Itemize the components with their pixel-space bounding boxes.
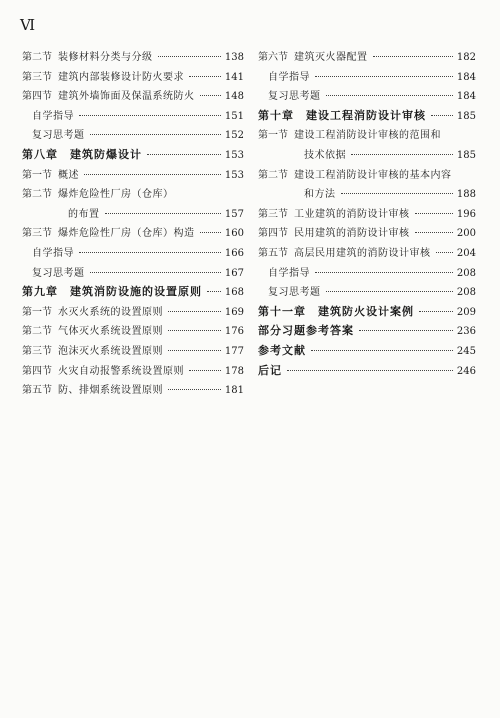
- entry-title: 概述: [58, 169, 79, 181]
- page-ref: 208: [456, 267, 476, 279]
- dot-leader: [315, 272, 453, 273]
- entry-title: 自学指导: [268, 71, 310, 83]
- toc-misc-entry[interactable]: [258, 283, 476, 303]
- dot-leader: [79, 115, 221, 116]
- dot-leader: [326, 291, 454, 292]
- section-number: 第二节: [22, 189, 52, 201]
- toc-section-entry[interactable]: [22, 362, 244, 382]
- toc-misc-entry[interactable]: [22, 107, 244, 127]
- section-number: 第二节: [22, 326, 52, 338]
- dot-leader: [189, 76, 221, 77]
- toc-chapter-entry[interactable]: [22, 283, 244, 303]
- dot-leader: [168, 389, 221, 390]
- page-ref: 188: [456, 189, 476, 201]
- page-ref: 246: [456, 365, 476, 377]
- toc-chapter-entry[interactable]: [258, 342, 476, 362]
- dot-leader: [415, 232, 454, 233]
- page-ref: 184: [456, 91, 476, 103]
- dot-leader: [431, 115, 453, 116]
- page-ref: 169: [224, 306, 244, 318]
- dot-leader: [326, 95, 454, 96]
- toc-left-column: [22, 48, 244, 401]
- toc-misc-entry[interactable]: [258, 87, 476, 107]
- entry-title: 水灭火系统的设置原则: [58, 306, 163, 318]
- page-number: Ⅵ: [20, 16, 37, 34]
- page-ref: 157: [224, 208, 244, 220]
- page-ref: 176: [224, 326, 244, 338]
- toc-section-entry[interactable]: [22, 224, 244, 244]
- toc-section-entry[interactable]: [22, 87, 244, 107]
- page-ref: 196: [456, 208, 476, 220]
- dot-leader: [158, 56, 222, 57]
- section-number: 第一节: [22, 169, 52, 181]
- entry-title: 第十一章 建筑防火设计案例: [258, 304, 414, 318]
- dot-leader: [415, 213, 454, 214]
- entry-title: 复习思考题: [32, 267, 85, 279]
- page-ref: 178: [224, 365, 244, 377]
- entry-title: 后记: [258, 363, 282, 377]
- toc-entry-continuation[interactable]: [258, 146, 476, 166]
- dot-leader: [90, 272, 222, 273]
- page-ref: 185: [456, 149, 476, 161]
- entry-title: 自学指导: [32, 110, 74, 122]
- toc-section-entry[interactable]: [258, 244, 476, 264]
- page-ref: 151: [224, 110, 244, 122]
- entry-title: 自学指导: [268, 267, 310, 279]
- page-ref: 209: [456, 306, 476, 318]
- page-ref: 153: [224, 149, 244, 161]
- entry-title: 部分习题参考答案: [258, 324, 354, 338]
- toc-section-entry[interactable]: [22, 381, 244, 401]
- entry-title: 高层民用建筑的消防设计审核: [294, 247, 431, 259]
- entry-title: 爆炸危险性厂房（仓库）构造: [58, 228, 195, 240]
- entry-title: 技术依据: [304, 149, 346, 161]
- entry-title: 第九章 建筑消防设施的设置原则: [22, 285, 202, 299]
- entry-title: 工业建筑的消防设计审核: [294, 208, 410, 220]
- page-ref: 208: [456, 287, 476, 299]
- page-ref: 185: [456, 110, 476, 122]
- entry-title: 火灾自动报警系统设置原则: [58, 365, 184, 377]
- section-number: 第三节: [258, 208, 288, 220]
- toc-section-entry[interactable]: [22, 166, 244, 186]
- dot-leader: [200, 232, 222, 233]
- dot-leader: [207, 291, 221, 292]
- toc-chapter-entry[interactable]: [258, 303, 476, 323]
- entry-title: 复习思考题: [32, 130, 85, 142]
- page-ref: 168: [224, 287, 244, 299]
- section-number: 第二节: [258, 169, 288, 181]
- toc-misc-entry[interactable]: [22, 244, 244, 264]
- page-ref: 184: [456, 71, 476, 83]
- entry-title: 民用建筑的消防设计审核: [294, 228, 410, 240]
- section-number: 第二节: [22, 52, 52, 63]
- dot-leader: [105, 213, 222, 214]
- dot-leader: [200, 95, 222, 96]
- section-number: 第一节: [22, 306, 52, 318]
- toc-section-entry[interactable]: [22, 303, 244, 323]
- toc-section-entry[interactable]: [258, 48, 476, 68]
- dot-leader: [168, 330, 221, 331]
- entry-title: 建设工程消防设计审核的范围和: [294, 130, 441, 142]
- toc-section-entry[interactable]: [258, 224, 476, 244]
- entry-title: 第十章 建设工程消防设计审核: [258, 108, 426, 122]
- dot-leader: [315, 76, 453, 77]
- dot-leader: [147, 154, 221, 155]
- toc-chapter-entry[interactable]: [258, 322, 476, 342]
- entry-title: 建筑外墙饰面及保温系统防火: [58, 91, 195, 103]
- toc-chapter-entry[interactable]: [258, 362, 476, 382]
- page-ref: 160: [224, 228, 244, 240]
- section-number: 第三节: [22, 71, 52, 83]
- toc-right-column: [258, 48, 476, 381]
- toc-entry-continuation[interactable]: [258, 185, 476, 205]
- entry-title: 防、排烟系统设置原则: [58, 385, 163, 397]
- entry-title: 自学指导: [32, 247, 74, 259]
- dot-leader: [90, 134, 222, 135]
- dot-leader: [351, 154, 453, 155]
- section-number: 第三节: [22, 228, 52, 240]
- section-number: 第六节: [258, 52, 288, 63]
- page-ref: 182: [456, 52, 476, 63]
- page-ref: 153: [224, 169, 244, 181]
- entry-title: 参考文献: [258, 343, 306, 357]
- toc-misc-entry[interactable]: [22, 126, 244, 146]
- section-number: 第四节: [22, 91, 52, 103]
- page-ref: 167: [224, 267, 244, 279]
- dot-leader: [373, 56, 454, 57]
- page-ref: 152: [224, 130, 244, 142]
- page-ref: 166: [224, 247, 244, 259]
- entry-title: 建筑灭火器配置: [294, 52, 368, 63]
- entry-title: 气体灭火系统设置原则: [58, 326, 163, 338]
- page-ref: 245: [456, 345, 476, 357]
- toc-section-entry[interactable]: [258, 205, 476, 225]
- dot-leader: [79, 252, 221, 253]
- dot-leader: [84, 174, 221, 175]
- page-ref: 200: [456, 228, 476, 240]
- toc-section-entry[interactable]: [22, 322, 244, 342]
- entry-title: 的布置: [68, 208, 100, 220]
- section-number: 第四节: [22, 365, 52, 377]
- entry-title: 建设工程消防设计审核的基本内容: [294, 169, 452, 181]
- entry-title: 建筑内部装修设计防火要求: [58, 71, 184, 83]
- section-number: 第五节: [258, 247, 288, 259]
- page-ref: 148: [224, 91, 244, 103]
- dot-leader: [341, 193, 454, 194]
- entry-title: 和方法: [304, 189, 336, 201]
- entry-title: 爆炸危险性厂房（仓库）: [58, 189, 174, 201]
- entry-title: 泡沫灭火系统设置原则: [58, 345, 163, 357]
- page-ref: 177: [224, 345, 244, 357]
- toc-section-entry[interactable]: [22, 185, 244, 205]
- entry-title: 第八章 建筑防爆设计: [22, 147, 142, 161]
- page-ref: 141: [224, 71, 244, 83]
- toc-chapter-entry[interactable]: [22, 146, 244, 166]
- page-ref: 138: [224, 52, 244, 63]
- section-number: 第五节: [22, 385, 52, 397]
- toc-chapter-entry[interactable]: [258, 107, 476, 127]
- dot-leader: [311, 350, 453, 351]
- toc-section-entry[interactable]: [22, 342, 244, 362]
- entry-title: 复习思考题: [268, 287, 321, 299]
- dot-leader: [287, 370, 453, 371]
- section-number: 第三节: [22, 345, 52, 357]
- toc-section-entry[interactable]: [22, 48, 244, 68]
- toc-section-entry[interactable]: [258, 166, 476, 186]
- toc-section-entry[interactable]: [22, 68, 244, 88]
- toc-misc-entry[interactable]: [258, 68, 476, 88]
- toc-entry-continuation[interactable]: [22, 205, 244, 225]
- entry-title: 复习思考题: [268, 91, 321, 103]
- toc-section-entry[interactable]: [258, 126, 476, 146]
- page-ref: 236: [456, 326, 476, 338]
- entry-title: 装修材料分类与分级: [58, 52, 153, 63]
- section-number: 第一节: [258, 130, 288, 142]
- section-number: 第四节: [258, 228, 288, 240]
- dot-leader: [359, 330, 453, 331]
- page-ref: 181: [224, 385, 244, 397]
- dot-leader: [436, 252, 454, 253]
- dot-leader: [419, 311, 453, 312]
- page-ref: 204: [456, 247, 476, 259]
- dot-leader: [168, 311, 221, 312]
- toc-misc-entry[interactable]: [22, 264, 244, 284]
- toc-misc-entry[interactable]: [258, 264, 476, 284]
- dot-leader: [189, 370, 221, 371]
- dot-leader: [168, 350, 221, 351]
